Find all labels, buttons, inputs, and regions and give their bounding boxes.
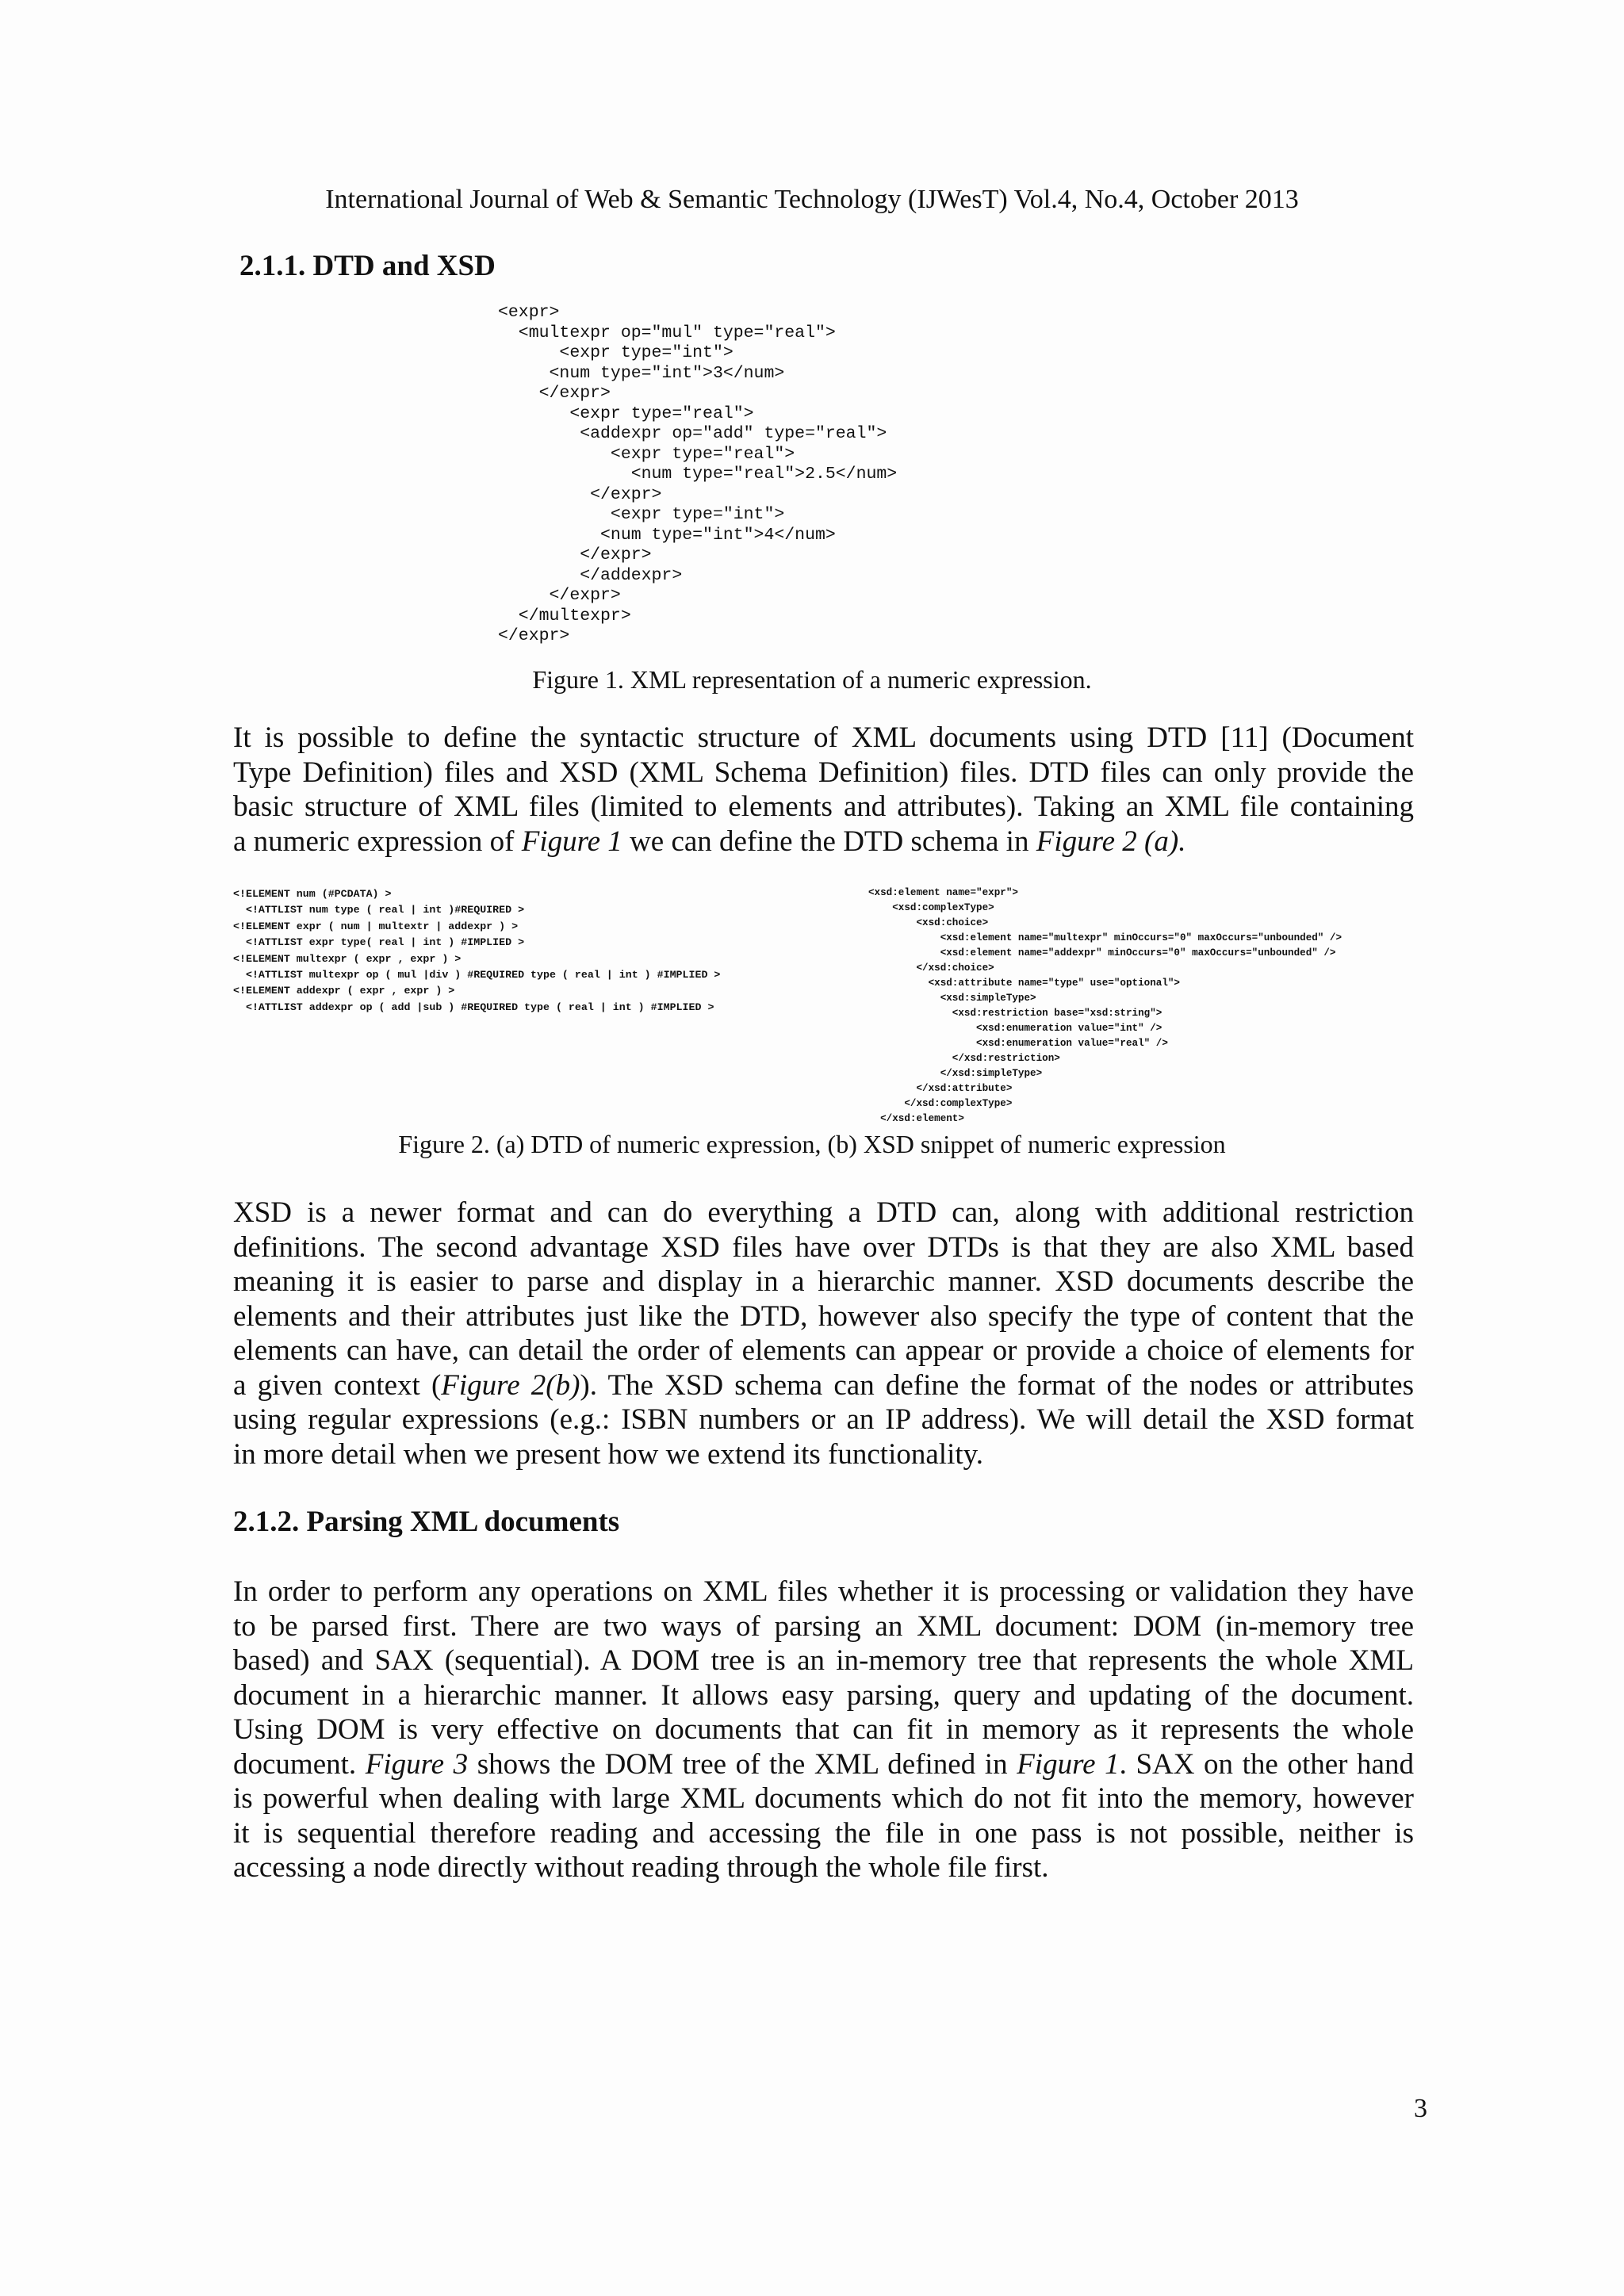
running-header: International Journal of Web & Semantic Technology (IJWesT) Vol.4, No.4, October 2013	[325, 185, 1299, 214]
text-run: shows the DOM tree of the XML defined in	[468, 1747, 1017, 1781]
text-run: a given context (	[233, 1368, 442, 1402]
figure-reference: Figure 2(b)	[441, 1368, 580, 1402]
text-line: accessing a node directly without reading through the whole file first.	[233, 1851, 1049, 1884]
text-line: document in a hierarchic manner. It allows easy parsing, query and updating of the document.	[233, 1678, 1414, 1712]
text-line: is powerful when dealing with large XML documents which do not fit into the memory, however	[233, 1782, 1414, 1815]
text-line: elements can have, can detail the order of elements can appear or provide a choice of elements for	[233, 1334, 1414, 1367]
text-line: definitions. The second advantage XSD files have over DTDs is that they are also XML based	[233, 1230, 1414, 1264]
text-line: using regular expressions (e.g.: ISBN numbers or an IP address). We will detail the XSD format	[233, 1403, 1414, 1436]
text-line: Using DOM is very effective on documents that can fit in memory as it represents the whole	[233, 1713, 1414, 1746]
figure2-caption: Figure 2. (a) DTD of numeric expression, (b) XSD snippet of numeric expression	[398, 1130, 1226, 1158]
figure1-caption: Figure 1. XML representation of a numeric expression.	[532, 665, 1092, 694]
text-line: elements and their attributes just like the DTD, however also specify the type of content that the	[233, 1299, 1414, 1333]
text-line	[233, 1368, 1414, 1403]
figure1-xml-code: <expr> <multexpr op="mul" type="real"> <expr type="int"> <num type="int">3</num> </expr> <expr type="real"> <addexpr op="add" type="real"> <expr type="real"> <num type="real">2.5</num> </expr> <expr type="int"> <num type="int">4</num> </expr> </addexpr> </expr> </multexpr> </expr>	[498, 303, 898, 645]
text-line: XSD is a newer format and can do everything a DTD can, along with additional restriction	[233, 1196, 1414, 1229]
paragraph-parsing-xml	[233, 1575, 1414, 1885]
section-heading-dtd-xsd: 2.1.1. DTD and XSD	[239, 250, 496, 282]
section-heading-parsing-xml: 2.1.2. Parsing XML documents	[233, 1506, 620, 1538]
text-line: Type Definition) files and XSD (XML Schema Definition) files. DTD files can only provide the	[233, 756, 1414, 789]
text-run: ). The XSD schema can define the format of the nodes or attributes	[580, 1368, 1414, 1402]
figure-reference: Figure 2 (a).	[1036, 825, 1186, 858]
text-line: In order to perform any operations on XML files whether it is processing or validation they have	[233, 1575, 1414, 1608]
figure-reference: Figure 3	[365, 1747, 469, 1781]
text-line: It is possible to define the syntactic structure of XML documents using DTD [11] (Document	[233, 721, 1414, 754]
text-line	[233, 825, 1414, 859]
text-line: to be parsed first. There are two ways of parsing an XML document: DOM (in-memory tree	[233, 1609, 1414, 1643]
figure-reference: Figure 1	[521, 825, 622, 858]
text-line: meaning it is easier to parse and display in a hierarchic manner. XSD documents describe the	[233, 1265, 1414, 1298]
paragraph-dtd-xsd-intro	[233, 721, 1414, 859]
text-line: in more detail when we present how we extend its functionality.	[233, 1437, 983, 1471]
text-line: basic structure of XML files (limited to elements and attributes). Taking an XML file containing	[233, 790, 1414, 823]
figure2a-dtd-code: <!ELEMENT num (#PCDATA) > <!ATTLIST num type ( real | int )#REQUIRED > <!ELEMENT expr ( num | multextr | addexpr ) > <!ATTLIST expr type( real | int ) #IMPLIED > <!ELEMENT multexpr ( expr , expr ) > <!ATTLIST multexpr op ( mul |div ) #REQUIRED type ( real | int ) #IMPLIED > <!ELEMENT addexpr ( expr , expr ) > <!ATTLIST addexpr op ( add |sub ) #REQUIRED type ( real | int ) #IMPLIED >	[233, 888, 721, 1013]
text-line	[233, 1747, 1414, 1782]
figure2b-xsd-code: <xsd:element name="expr"> <xsd:complexType> <xsd:choice> <xsd:element name="multexpr" minOccurs="0" maxOccurs="unbounded" /> <xsd:element name="addexpr" minOccurs="0" maxOccurs="unbounded" /> </xsd:choice> <xsd:attribute name="type" use="optional"> <xsd:simpleType> <xsd:restriction base="xsd:string"> <xsd:enumeration value="int" /> <xsd:enumeration value="real" /> </xsd:restriction> </xsd:simpleType> </xsd:attribute> </xsd:complexType> </xsd:element>	[868, 887, 1342, 1124]
text-run: we can define the DTD schema in	[622, 825, 1036, 858]
text-run: a numeric expression of	[233, 825, 522, 858]
paragraph-xsd-advantages	[233, 1196, 1414, 1471]
text-run: . SAX on the other hand	[1119, 1747, 1414, 1781]
figure-reference: Figure 1	[1017, 1747, 1120, 1781]
text-line: it is sequential therefore reading and accessing the file in one pass is not possible, neither is	[233, 1816, 1414, 1850]
page-number: 3	[1414, 2094, 1427, 2123]
text-run: document.	[233, 1747, 366, 1781]
text-line: based) and SAX (sequential). A DOM tree is an in-memory tree that represents the whole XML	[233, 1644, 1414, 1677]
